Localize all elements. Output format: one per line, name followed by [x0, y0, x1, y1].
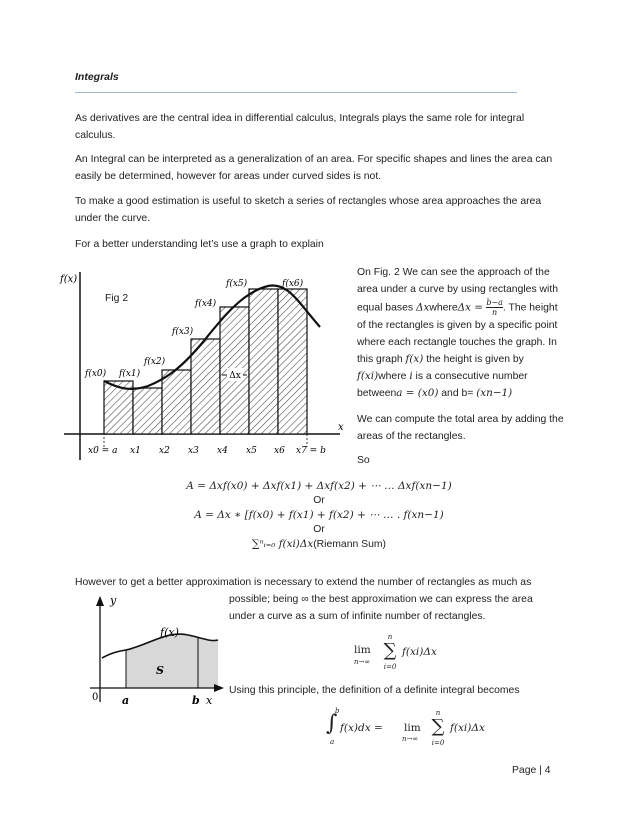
limit-expression: lim n→∞ n ∑ i=0 f(xi)Δx: [354, 633, 437, 671]
fig2-x-label: x: [338, 422, 344, 433]
fig2-top-label-5: f(x5): [226, 279, 248, 289]
fig2-tick-1: x1: [130, 446, 141, 456]
fig3-a-label: a: [122, 694, 130, 707]
approx-paragraph-b: possible; being ∞ the best approximation we can express the area under a curve as a sum of infinite number of rectangles.: [229, 594, 533, 622]
fig2-tick-6: x6: [274, 446, 285, 456]
definite-integral-expression: b ∫ a f(x)dx = lim n→∞ n ∑ i=0 f(xi)Δx: [326, 707, 485, 747]
fig2-description: On Fig. 2 We can see the approach of the area under a curve by using rectangles with equal bases ΔxwhereΔx = $\frac{b-a}{n}$ . The height of the rectangles is given by a specific point where each rectangle touches the graph. In this graph f(x) the height is given by f(xi)where i is a consecutive number betweena = (x0) and b= (xn−1): [357, 267, 558, 399]
fig3-s-label: S: [156, 664, 164, 677]
fig2-rect-1: [133, 388, 162, 434]
fig2-rect-2: [162, 370, 191, 434]
section-title: Integrals: [75, 71, 119, 83]
page-footer: Page | 4: [512, 765, 551, 776]
fig2-tick-0: x0 = a: [88, 446, 118, 456]
paragraph-3: To make a good estimation is useful to sketch a series of rectangles whose area approaches the area under the curve.: [75, 196, 542, 224]
formula-line-2: A = Δx ∗ [f(x0) + f(x1) + f(x2) + ⋯ … . f(xn−1): [194, 509, 444, 521]
fig2-top-label-0: f(x0): [85, 369, 107, 379]
side-paragraph-3: So: [357, 455, 370, 466]
principle-paragraph: Using this principle, the definition of a definite integral becomes: [229, 685, 520, 696]
fig2-rect-6: [278, 289, 307, 434]
fig2-tick-4: x4: [217, 446, 228, 456]
fig3-area-figure: [78, 590, 228, 720]
formula-line-3: ∑ⁿᵢ₌₀ f(xi)Δx(Riemann Sum): [252, 538, 386, 550]
formula-or-1: Or: [313, 495, 325, 506]
paragraph-2: An Integral can be interpreted as a generalization of an area. For specific shapes and lines the area can easily be determined, however for areas under curved sides is not.: [75, 154, 553, 182]
fig2-riemann-figure: [58, 262, 350, 472]
paragraph-4: For a better understanding let’s use a graph to explain: [75, 239, 324, 250]
fig3-x-label: x: [206, 694, 213, 707]
fig3-origin-label: 0: [92, 692, 99, 703]
fig2-top-label-2: f(x2): [144, 357, 166, 367]
fig3-shaded-area: [126, 634, 218, 688]
fig3-b-label: b: [192, 694, 200, 707]
fig2-rect-3: [191, 339, 220, 434]
fig2-top-label-3: f(x3): [172, 327, 194, 337]
formula-line-1: A = Δxf(x0) + Δxf(x1) + Δxf(x2) + ⋯ … Δxf(xn−1): [186, 480, 452, 492]
fig2-delta-label: Δx: [229, 371, 241, 381]
fig2-top-label-6: f(x6): [282, 279, 304, 289]
fig2-tick-2: x2: [159, 446, 170, 456]
fig2-tick-3: x3: [188, 446, 199, 456]
fig2-rect-5: [249, 289, 278, 434]
paragraph-1: As derivatives are the central idea in differential calculus, Integrals plays the same role for integral calculus.: [75, 113, 525, 141]
fig3-y-label: y: [110, 594, 117, 607]
fig2-tick-5: x5: [246, 446, 257, 456]
formula-or-2: Or: [313, 524, 325, 535]
approx-paragraph-a: However to get a better approximation is necessary to extend the number of rectangles as much as: [75, 577, 532, 588]
title-underline: [75, 92, 517, 93]
fig2-top-label-1: f(x1): [119, 369, 141, 379]
side-paragraph-2: We can compute the total area by adding the areas of the rectangles.: [357, 414, 564, 442]
fig2-y-label: f(x): [60, 274, 78, 285]
fig3-fx-label: f(x): [160, 626, 179, 639]
fig2-tick-7: x7 = b: [296, 446, 326, 456]
fig2-top-label-4: f(x4): [195, 299, 217, 309]
fig2-label: Fig 2: [105, 293, 129, 304]
